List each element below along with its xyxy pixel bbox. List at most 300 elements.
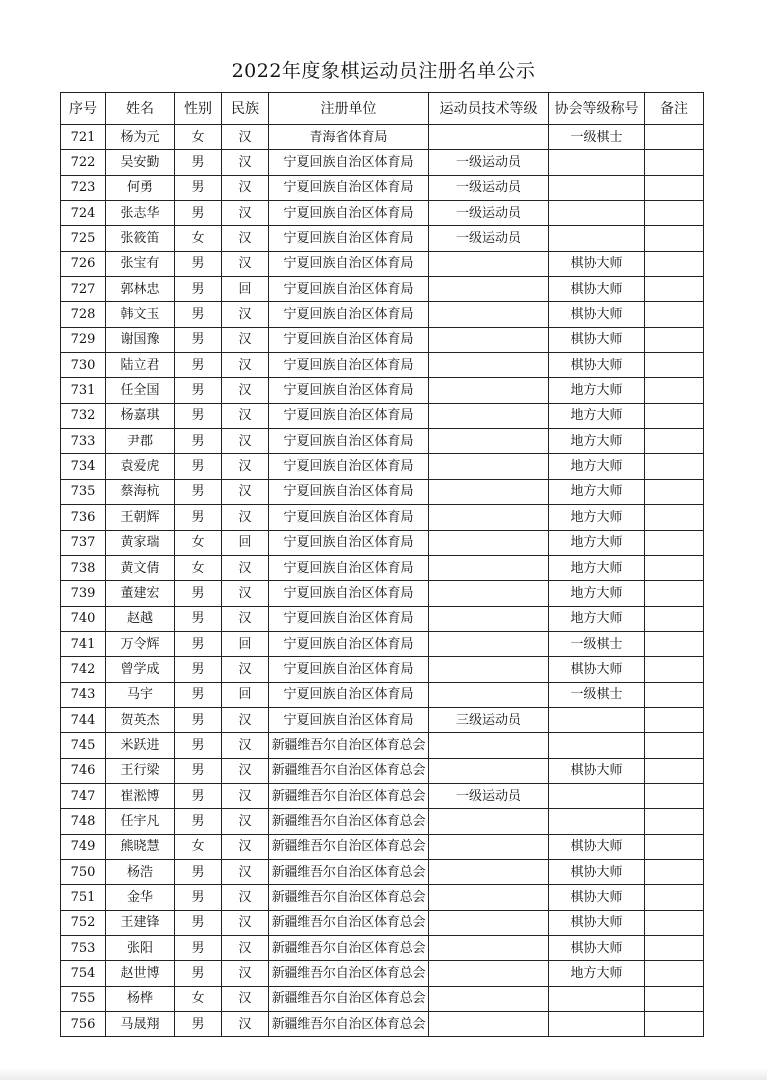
cell-name: 杨嘉琪 [106,403,175,428]
cell-athlete-level: 一级运动员 [429,150,549,175]
cell-gender: 女 [175,226,222,251]
cell-unit: 新疆维吾尔自治区体育总会 [269,783,429,808]
cell-ethnicity: 汉 [222,1012,269,1037]
cell-name: 赵越 [106,606,175,631]
cell-association-title: 地方大师 [549,403,645,428]
table-row [61,1012,704,1037]
cell-association-title: 棋协大师 [549,885,645,910]
header-association-title: 协会等级称号 [549,93,645,125]
cell-ethnicity: 汉 [222,125,269,150]
document-title: 2022年度象棋运动员注册名单公示 [231,60,536,82]
table-row [61,758,704,783]
cell-remarks [645,936,704,961]
header-name: 姓名 [106,93,175,125]
cell-association-title: 地方大师 [549,378,645,403]
cell-serial: 723 [61,175,106,200]
cell-gender: 男 [175,581,222,606]
cell-serial: 746 [61,758,106,783]
cell-unit: 宁夏回族自治区体育局 [269,327,429,352]
cell-serial: 734 [61,454,106,479]
cell-name: 马宇 [106,682,175,707]
cell-gender: 男 [175,429,222,454]
cell-ethnicity: 汉 [222,201,269,226]
cell-gender: 男 [175,302,222,327]
cell-gender: 男 [175,657,222,682]
cell-remarks [645,606,704,631]
cell-athlete-level [429,733,549,758]
cell-name: 袁爱虎 [106,454,175,479]
header-serial: 序号 [61,93,106,125]
cell-association-title: 棋协大师 [549,277,645,302]
cell-gender: 女 [175,125,222,150]
cell-remarks [645,327,704,352]
cell-association-title: 地方大师 [549,606,645,631]
table-row [61,201,704,226]
cell-gender: 男 [175,1012,222,1037]
cell-athlete-level [429,251,549,276]
cell-serial: 740 [61,606,106,631]
cell-ethnicity: 汉 [222,353,269,378]
cell-athlete-level [429,606,549,631]
cell-unit: 宁夏回族自治区体育局 [269,657,429,682]
cell-name: 万令辉 [106,631,175,656]
cell-ethnicity: 汉 [222,885,269,910]
cell-remarks [645,201,704,226]
cell-ethnicity: 汉 [222,758,269,783]
cell-remarks [645,175,704,200]
cell-athlete-level [429,403,549,428]
cell-serial: 751 [61,885,106,910]
cell-remarks [645,429,704,454]
cell-unit: 新疆维吾尔自治区体育总会 [269,885,429,910]
cell-athlete-level [429,353,549,378]
cell-gender: 女 [175,530,222,555]
cell-gender: 男 [175,631,222,656]
cell-gender: 男 [175,505,222,530]
cell-unit: 宁夏回族自治区体育局 [269,226,429,251]
cell-serial: 743 [61,682,106,707]
cell-unit: 宁夏回族自治区体育局 [269,277,429,302]
cell-gender: 男 [175,353,222,378]
cell-serial: 731 [61,378,106,403]
table-row [61,505,704,530]
cell-unit: 新疆维吾尔自治区体育总会 [269,1012,429,1037]
table-row [61,327,704,352]
table-row [61,885,704,910]
cell-athlete-level [429,859,549,884]
cell-ethnicity: 回 [222,682,269,707]
cell-athlete-level [429,986,549,1011]
table-row [61,378,704,403]
cell-name: 韩文玉 [106,302,175,327]
table-row [61,530,704,555]
cell-ethnicity: 汉 [222,961,269,986]
cell-gender: 男 [175,150,222,175]
cell-gender: 男 [175,859,222,884]
cell-serial: 754 [61,961,106,986]
cell-association-title [549,783,645,808]
cell-athlete-level [429,961,549,986]
cell-unit: 宁夏回族自治区体育局 [269,251,429,276]
cell-name: 崔淞博 [106,783,175,808]
cell-ethnicity: 汉 [222,581,269,606]
cell-name: 吴安勤 [106,150,175,175]
cell-unit: 新疆维吾尔自治区体育总会 [269,986,429,1011]
cell-name: 何勇 [106,175,175,200]
cell-unit: 宁夏回族自治区体育局 [269,606,429,631]
cell-ethnicity: 汉 [222,910,269,935]
table-row [61,936,704,961]
cell-gender: 男 [175,327,222,352]
table-row [61,175,704,200]
cell-gender: 男 [175,910,222,935]
cell-serial: 724 [61,201,106,226]
table-row [61,809,704,834]
header-athlete-level: 运动员技术等级 [429,93,549,125]
table-row [61,910,704,935]
cell-gender: 女 [175,555,222,580]
cell-gender: 男 [175,809,222,834]
table-row [61,631,704,656]
cell-athlete-level [429,454,549,479]
cell-athlete-level [429,682,549,707]
cell-name: 赵世博 [106,961,175,986]
cell-serial: 750 [61,859,106,884]
cell-unit: 宁夏回族自治区体育局 [269,707,429,732]
cell-remarks [645,859,704,884]
cell-unit: 青海省体育局 [269,125,429,150]
cell-remarks [645,733,704,758]
cell-unit: 宁夏回族自治区体育局 [269,175,429,200]
table-row [61,302,704,327]
table-row [61,783,704,808]
cell-athlete-level [429,530,549,555]
cell-association-title: 棋协大师 [549,353,645,378]
cell-name: 张阳 [106,936,175,961]
cell-association-title: 棋协大师 [549,657,645,682]
cell-gender: 男 [175,783,222,808]
cell-remarks [645,277,704,302]
table-row [61,454,704,479]
cell-association-title [549,201,645,226]
cell-association-title: 棋协大师 [549,936,645,961]
cell-serial: 722 [61,150,106,175]
cell-name: 米跃进 [106,733,175,758]
cell-ethnicity: 汉 [222,783,269,808]
cell-serial: 739 [61,581,106,606]
cell-association-title [549,986,645,1011]
cell-remarks [645,961,704,986]
cell-athlete-level [429,910,549,935]
cell-gender: 男 [175,479,222,504]
cell-ethnicity: 汉 [222,834,269,859]
cell-unit: 宁夏回族自治区体育局 [269,302,429,327]
cell-unit: 宁夏回族自治区体育局 [269,530,429,555]
cell-gender: 男 [175,758,222,783]
cell-serial: 752 [61,910,106,935]
cell-ethnicity: 汉 [222,859,269,884]
cell-association-title: 地方大师 [549,454,645,479]
cell-unit: 宁夏回族自治区体育局 [269,682,429,707]
cell-ethnicity: 汉 [222,606,269,631]
cell-association-title [549,175,645,200]
cell-name: 黄文倩 [106,555,175,580]
cell-ethnicity: 汉 [222,226,269,251]
cell-unit: 新疆维吾尔自治区体育总会 [269,834,429,859]
cell-association-title: 一级棋士 [549,125,645,150]
cell-athlete-level [429,479,549,504]
cell-athlete-level [429,378,549,403]
cell-remarks [645,707,704,732]
cell-remarks [645,555,704,580]
cell-association-title: 一级棋士 [549,682,645,707]
cell-gender: 男 [175,606,222,631]
cell-gender: 男 [175,201,222,226]
cell-serial: 748 [61,809,106,834]
cell-association-title [549,1012,645,1037]
cell-name: 金华 [106,885,175,910]
cell-serial: 733 [61,429,106,454]
cell-gender: 男 [175,707,222,732]
cell-ethnicity: 汉 [222,707,269,732]
cell-association-title: 棋协大师 [549,327,645,352]
table-row [61,606,704,631]
cell-athlete-level [429,834,549,859]
cell-name: 黄家瑞 [106,530,175,555]
cell-ethnicity: 汉 [222,479,269,504]
cell-name: 马晟翔 [106,1012,175,1037]
cell-gender: 男 [175,454,222,479]
cell-gender: 男 [175,277,222,302]
cell-name: 董建宏 [106,581,175,606]
cell-association-title [549,226,645,251]
cell-unit: 新疆维吾尔自治区体育总会 [269,733,429,758]
cell-athlete-level [429,1012,549,1037]
cell-remarks [645,454,704,479]
cell-remarks [645,479,704,504]
table-row [61,961,704,986]
cell-gender: 女 [175,834,222,859]
cell-athlete-level: 一级运动员 [429,226,549,251]
table-row [61,251,704,276]
cell-name: 张志华 [106,201,175,226]
cell-ethnicity: 汉 [222,150,269,175]
cell-ethnicity: 汉 [222,251,269,276]
cell-remarks [645,403,704,428]
cell-remarks [645,302,704,327]
cell-serial: 756 [61,1012,106,1037]
cell-athlete-level [429,758,549,783]
cell-serial: 744 [61,707,106,732]
cell-association-title: 棋协大师 [549,302,645,327]
cell-association-title: 地方大师 [549,961,645,986]
cell-remarks [645,657,704,682]
table-row [61,353,704,378]
cell-athlete-level: 一级运动员 [429,783,549,808]
cell-remarks [645,834,704,859]
cell-ethnicity: 回 [222,530,269,555]
table-row [61,555,704,580]
cell-ethnicity: 汉 [222,986,269,1011]
cell-name: 王朝辉 [106,505,175,530]
cell-athlete-level [429,936,549,961]
cell-serial: 737 [61,530,106,555]
cell-athlete-level [429,631,549,656]
table-row [61,479,704,504]
cell-remarks [645,353,704,378]
cell-ethnicity: 回 [222,631,269,656]
table-row [61,403,704,428]
cell-association-title: 一级棋士 [549,631,645,656]
cell-athlete-level [429,302,549,327]
cell-name: 张宝有 [106,251,175,276]
cell-unit: 宁夏回族自治区体育局 [269,353,429,378]
cell-remarks [645,150,704,175]
cell-remarks [645,226,704,251]
cell-association-title [549,809,645,834]
cell-ethnicity: 汉 [222,505,269,530]
cell-ethnicity: 汉 [222,175,269,200]
cell-serial: 732 [61,403,106,428]
page-bottom-edge [0,1068,767,1080]
cell-serial: 725 [61,226,106,251]
cell-athlete-level: 一级运动员 [429,201,549,226]
cell-athlete-level: 一级运动员 [429,175,549,200]
cell-association-title: 棋协大师 [549,910,645,935]
table-row [61,125,704,150]
cell-ethnicity: 回 [222,277,269,302]
cell-gender: 男 [175,733,222,758]
cell-ethnicity: 汉 [222,454,269,479]
cell-unit: 宁夏回族自治区体育局 [269,479,429,504]
header-gender: 性别 [175,93,222,125]
cell-name: 陆立君 [106,353,175,378]
cell-serial: 728 [61,302,106,327]
cell-unit: 新疆维吾尔自治区体育总会 [269,910,429,935]
cell-unit: 宁夏回族自治区体育局 [269,505,429,530]
cell-name: 蔡海杭 [106,479,175,504]
cell-name: 杨桦 [106,986,175,1011]
cell-association-title [549,733,645,758]
cell-serial: 755 [61,986,106,1011]
table-body [61,125,704,1037]
cell-association-title: 地方大师 [549,505,645,530]
cell-remarks [645,986,704,1011]
cell-ethnicity: 汉 [222,302,269,327]
cell-unit: 宁夏回族自治区体育局 [269,403,429,428]
cell-name: 谢国豫 [106,327,175,352]
cell-remarks [645,251,704,276]
cell-serial: 735 [61,479,106,504]
cell-gender: 男 [175,403,222,428]
table-row [61,986,704,1011]
cell-association-title: 地方大师 [549,429,645,454]
registration-table [60,92,704,1037]
cell-unit: 宁夏回族自治区体育局 [269,555,429,580]
cell-association-title: 地方大师 [549,555,645,580]
cell-name: 王建锋 [106,910,175,935]
cell-name: 贺英杰 [106,707,175,732]
table-row [61,859,704,884]
cell-association-title: 地方大师 [549,581,645,606]
cell-serial: 727 [61,277,106,302]
cell-serial: 745 [61,733,106,758]
cell-name: 杨为元 [106,125,175,150]
cell-remarks [645,809,704,834]
cell-remarks [645,505,704,530]
cell-unit: 宁夏回族自治区体育局 [269,378,429,403]
cell-serial: 736 [61,505,106,530]
cell-unit: 新疆维吾尔自治区体育总会 [269,936,429,961]
cell-unit: 新疆维吾尔自治区体育总会 [269,809,429,834]
cell-unit: 新疆维吾尔自治区体育总会 [269,859,429,884]
table-row [61,682,704,707]
cell-ethnicity: 汉 [222,327,269,352]
cell-ethnicity: 汉 [222,733,269,758]
table-row [61,226,704,251]
cell-gender: 男 [175,378,222,403]
table-row [61,707,704,732]
cell-unit: 宁夏回族自治区体育局 [269,150,429,175]
cell-serial: 747 [61,783,106,808]
cell-unit: 宁夏回族自治区体育局 [269,581,429,606]
cell-remarks [645,378,704,403]
cell-unit: 新疆维吾尔自治区体育总会 [269,758,429,783]
cell-athlete-level [429,429,549,454]
table-row [61,429,704,454]
cell-serial: 753 [61,936,106,961]
cell-name: 熊晓慧 [106,834,175,859]
cell-remarks [645,530,704,555]
cell-ethnicity: 汉 [222,555,269,580]
table-row [61,733,704,758]
cell-serial: 749 [61,834,106,859]
cell-remarks [645,125,704,150]
cell-remarks [645,631,704,656]
cell-ethnicity: 汉 [222,657,269,682]
cell-remarks [645,1012,704,1037]
cell-athlete-level [429,327,549,352]
table-row [61,581,704,606]
cell-association-title: 棋协大师 [549,859,645,884]
cell-remarks [645,682,704,707]
header-unit: 注册单位 [269,93,429,125]
cell-association-title: 地方大师 [549,479,645,504]
cell-remarks [645,581,704,606]
cell-name: 任全国 [106,378,175,403]
cell-name: 曾学成 [106,657,175,682]
cell-association-title [549,707,645,732]
cell-name: 张筱笛 [106,226,175,251]
cell-unit: 新疆维吾尔自治区体育总会 [269,961,429,986]
cell-unit: 宁夏回族自治区体育局 [269,429,429,454]
cell-serial: 729 [61,327,106,352]
cell-association-title: 棋协大师 [549,834,645,859]
header-remarks: 备注 [645,93,704,125]
cell-ethnicity: 汉 [222,403,269,428]
cell-gender: 女 [175,986,222,1011]
cell-unit: 宁夏回族自治区体育局 [269,201,429,226]
table-header-row [61,93,704,125]
cell-ethnicity: 汉 [222,936,269,961]
cell-serial: 741 [61,631,106,656]
cell-remarks [645,910,704,935]
cell-gender: 男 [175,936,222,961]
cell-athlete-level [429,505,549,530]
cell-association-title: 棋协大师 [549,758,645,783]
cell-ethnicity: 汉 [222,429,269,454]
cell-association-title [549,150,645,175]
